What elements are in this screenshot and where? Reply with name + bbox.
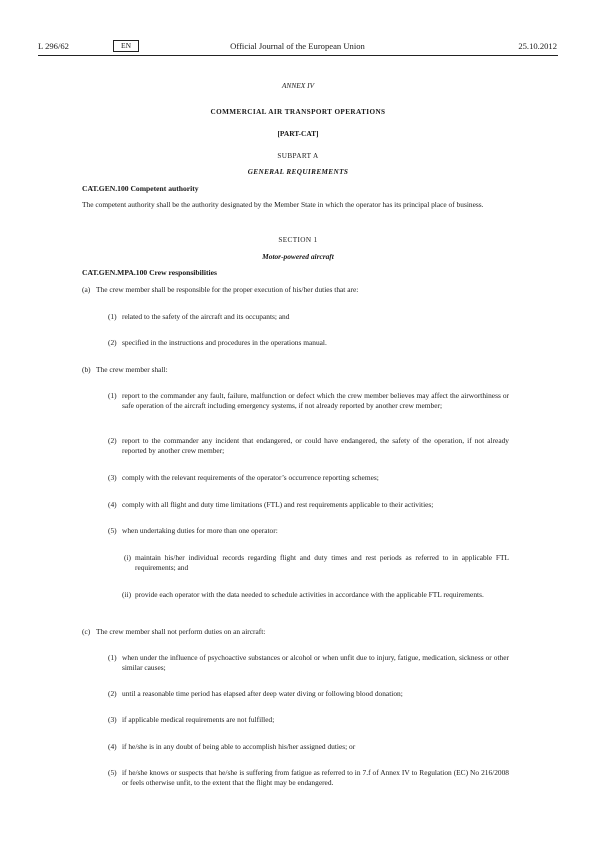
gen100-heading: CAT.GEN.100 Competent authority	[82, 184, 199, 193]
subpart-title: GENERAL REQUIREMENTS	[247, 168, 349, 176]
section-title: Motor-powered aircraft	[262, 252, 334, 261]
list-item-number: (1)	[108, 391, 117, 400]
clause-c-number: (c)	[82, 627, 91, 636]
list-item-number: (3)	[108, 715, 117, 724]
clause-b-number: (b)	[82, 365, 91, 374]
language-badge: EN	[113, 40, 139, 52]
list-item-number: (1)	[108, 312, 117, 321]
clause-c-text: The crew member shall not perform duties on an aircraft:	[96, 627, 266, 636]
clause-b-text: The crew member shall:	[96, 365, 168, 374]
annex-label: ANNEX IV	[281, 81, 315, 90]
list-item: report to the commander any fault, failure, malfunction or defect which the crew member believes may affect the airworthiness or safe operation of the aircraft including emergency systems, if not already reported by another crew member;	[122, 391, 509, 410]
journal-title: Official Journal of the European Union	[230, 41, 365, 51]
clause-a-text: The crew member shall be responsible for the proper execution of his/her duties that are:	[96, 285, 359, 294]
sublist-item: provide each operator with the data needed to schedule activities in accordance with the applicable FTL requirements.	[135, 590, 484, 599]
mpa100-heading: CAT.GEN.MPA.100 Crew responsibilities	[82, 268, 217, 277]
list-item: when under the influence of psychoactive substances or alcohol or when unfit due to injury, fatigue, medication, sickness or other similar causes;	[122, 653, 509, 672]
document-title: COMMERCIAL AIR TRANSPORT OPERATIONS	[210, 108, 386, 116]
list-item-number: (2)	[108, 689, 117, 698]
gen100-text: The competent authority shall be the authority designated by the Member State in which the operator has its principal place of business.	[82, 200, 484, 209]
list-item-number: (5)	[108, 526, 117, 535]
clause-a-number: (a)	[82, 285, 91, 294]
section-label: SECTION 1	[278, 236, 318, 244]
list-item-number: (3)	[108, 473, 117, 482]
list-item: comply with all flight and duty time limitations (FTL) and rest requirements applicable to their activities;	[122, 500, 434, 509]
list-item: related to the safety of the aircraft and its occupants; and	[122, 312, 290, 321]
sublist-item: maintain his/her individual records regarding flight and duty times and rest periods as referred to in applicable FTL requirements; and	[135, 553, 509, 572]
list-item-number: (1)	[108, 653, 117, 662]
list-item-number: (4)	[108, 500, 117, 509]
list-item: if he/she is in any doubt of being able to accomplish his/her assigned duties; or	[122, 742, 356, 751]
list-item: if he/she knows or suspects that he/she is suffering from fatigue as referred to in 7.f of Annex IV to Regulation (EC) No 216/2008 or feels otherwise unfit, to the extent that the flight may be endangered.	[122, 768, 509, 787]
publication-date: 25.10.2012	[518, 41, 557, 51]
page-reference: L 296/62	[38, 41, 69, 51]
list-item: if applicable medical requirements are not fulfilled;	[122, 715, 275, 724]
list-item: report to the commander any incident that endangered, or could have endangered, the safety of the operation, if not already reported by another crew member;	[122, 436, 509, 455]
sublist-item-number: (ii)	[122, 590, 132, 599]
list-item-number: (5)	[108, 768, 117, 777]
list-item: comply with the relevant requirements of the operator’s occurrence reporting schemes;	[122, 473, 379, 482]
list-item-number: (4)	[108, 742, 117, 751]
part-label: [PART-CAT]	[277, 129, 319, 138]
list-item: specified in the instructions and procedures in the operations manual.	[122, 338, 327, 347]
list-item: when undertaking duties for more than one operator:	[122, 526, 278, 535]
header-rule	[38, 55, 558, 56]
subpart-label: SUBPART A	[277, 152, 319, 160]
list-item-number: (2)	[108, 436, 117, 445]
sublist-item-number: (i)	[124, 553, 131, 562]
list-item: until a reasonable time period has elapsed after deep water diving or following blood donation;	[122, 689, 403, 698]
list-item-number: (2)	[108, 338, 117, 347]
